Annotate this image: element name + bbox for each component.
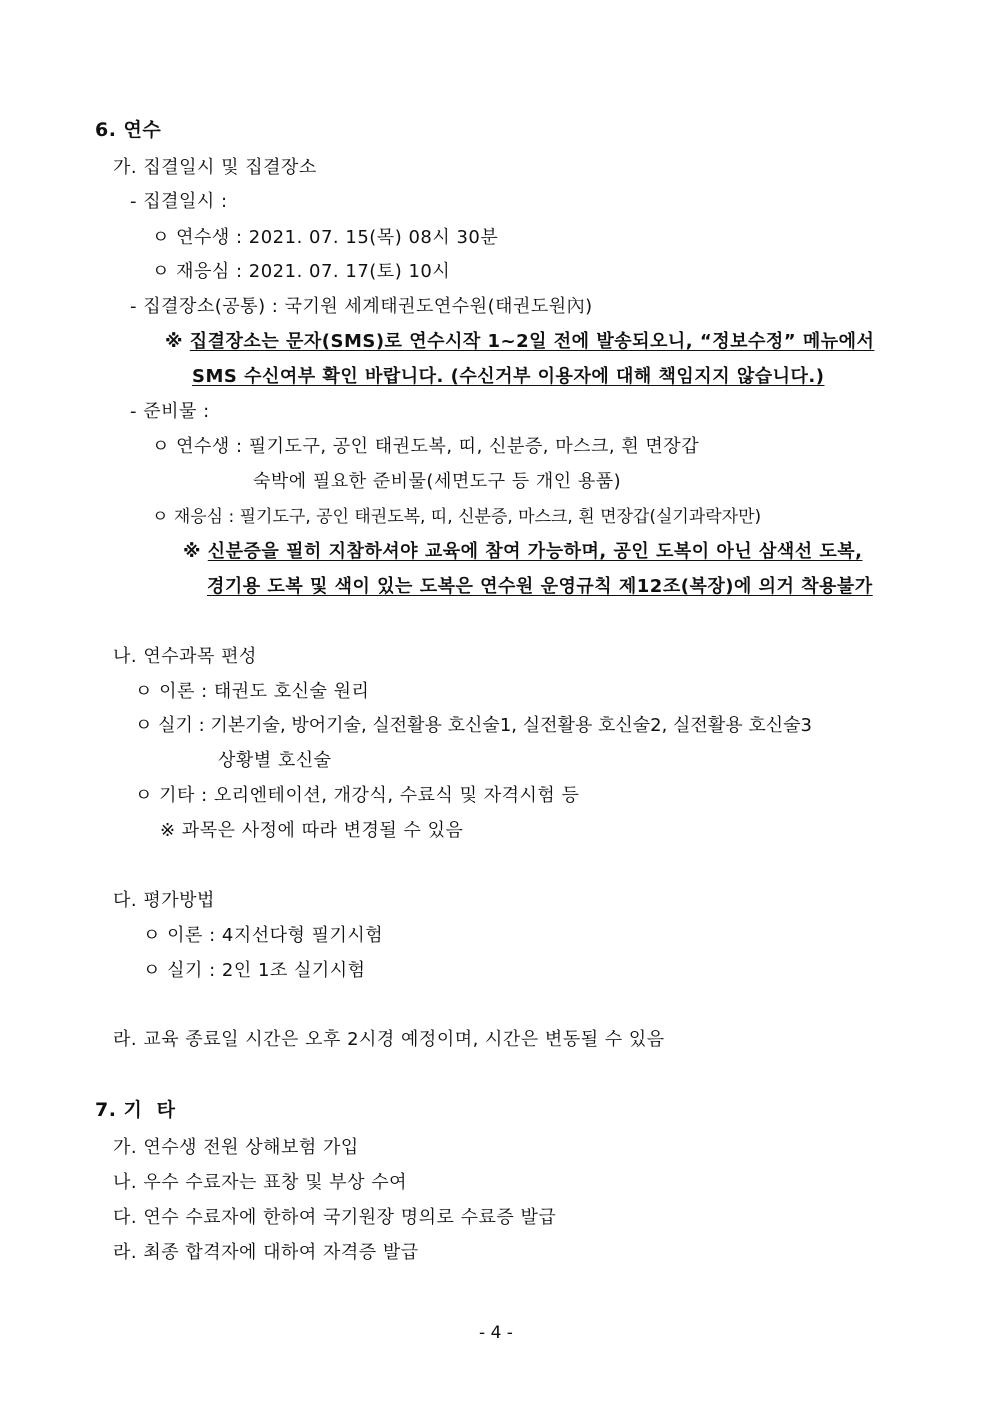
sms-notice-line-2: SMS 수신여부 확인 바랍니다. (수신거부 이용자에 대해 책임지지 않습니다.) [192,366,825,387]
preparation-trainee-1: ㅇ 연수생 : 필기도구, 공인 태권도복, 띠, 신분증, 마스크, 흰 면장갑 [152,436,700,457]
subsection-da-title: 다. 평가방법 [113,890,215,911]
id-warning-line-2: 경기용 도복 및 색이 있는 도복은 연수원 운영규칙 제12조(복장)에 의거 착용불가 [207,576,873,597]
warning-mark: ※ [183,541,208,562]
evaluation-practice: ㅇ 실기 : 2인 1조 실기시험 [143,960,366,981]
preparation-label: - 준비물 : [130,401,210,422]
page-number: - 4 - [479,1323,513,1343]
course-theory: ㅇ 이론 : 태권도 호신술 원리 [135,681,370,702]
course-note: ※ 과목은 사정에 따라 변경될 수 있음 [160,820,464,841]
assembly-place: - 집결장소(공통) : 국기원 세계태권도연수원(태권도원內) [130,296,593,317]
assembly-time-label: - 집결일시 : [130,191,228,212]
section-7-title: 7. 기 타 [95,1099,176,1121]
assembly-time-trainee: ㅇ 연수생 : 2021. 07. 15(목) 08시 30분 [152,227,499,248]
sms-notice-text-1: 집결장소는 문자(SMS)로 연수시작 1~2일 전에 발송되오니, “정보수정” 메뉴에서 [189,331,875,352]
notice-mark: ※ [165,331,190,352]
id-warning-text-1: 신분증을 필히 지참하셔야 교육에 참여 가능하며, 공인 도복이 아닌 삼색선 도복, [207,541,863,562]
other-item: 나. 우수 수료자는 표창 및 부상 수여 [113,1172,407,1193]
subsection-ga-title: 가. 집결일시 및 집결장소 [113,157,317,178]
preparation-trainee-2: 숙박에 필요한 준비물(세면도구 등 개인 용품) [253,471,622,492]
section-6-title: 6. 연수 [95,119,162,141]
id-warning-line-1 [183,540,863,564]
preparation-retest: ㅇ 재응심 : 필기도구, 공인 태권도복, 띠, 신분증, 마스크, 흰 면장갑(실기과락자만) [152,507,762,527]
assembly-time-retest: ㅇ 재응심 : 2021. 07. 17(토) 10시 [152,261,451,282]
course-practice-2: 상황별 호신술 [218,750,332,771]
evaluation-theory: ㅇ 이론 : 4지선다형 필기시험 [143,925,384,946]
course-practice-1: ㅇ 실기 : 기본기술, 방어기술, 실전활용 호신술1, 실전활용 호신술2, 실전활용 호신술3 [135,715,812,736]
course-etc: ㅇ 기타 : 오리엔테이션, 개강식, 수료식 및 자격시험 등 [135,785,580,806]
sms-notice-line-1 [165,330,874,354]
other-item: 라. 최종 합격자에 대하여 자격증 발급 [113,1242,419,1263]
other-item: 다. 연수 수료자에 한하여 국기원장 명의로 수료증 발급 [113,1207,557,1228]
subsection-na-title: 나. 연수과목 편성 [113,646,257,667]
other-item: 가. 연수생 전원 상해보험 가입 [113,1137,359,1158]
subsection-ra: 라. 교육 종료일 시간은 오후 2시경 예정이며, 시간은 변동될 수 있음 [113,1029,665,1050]
